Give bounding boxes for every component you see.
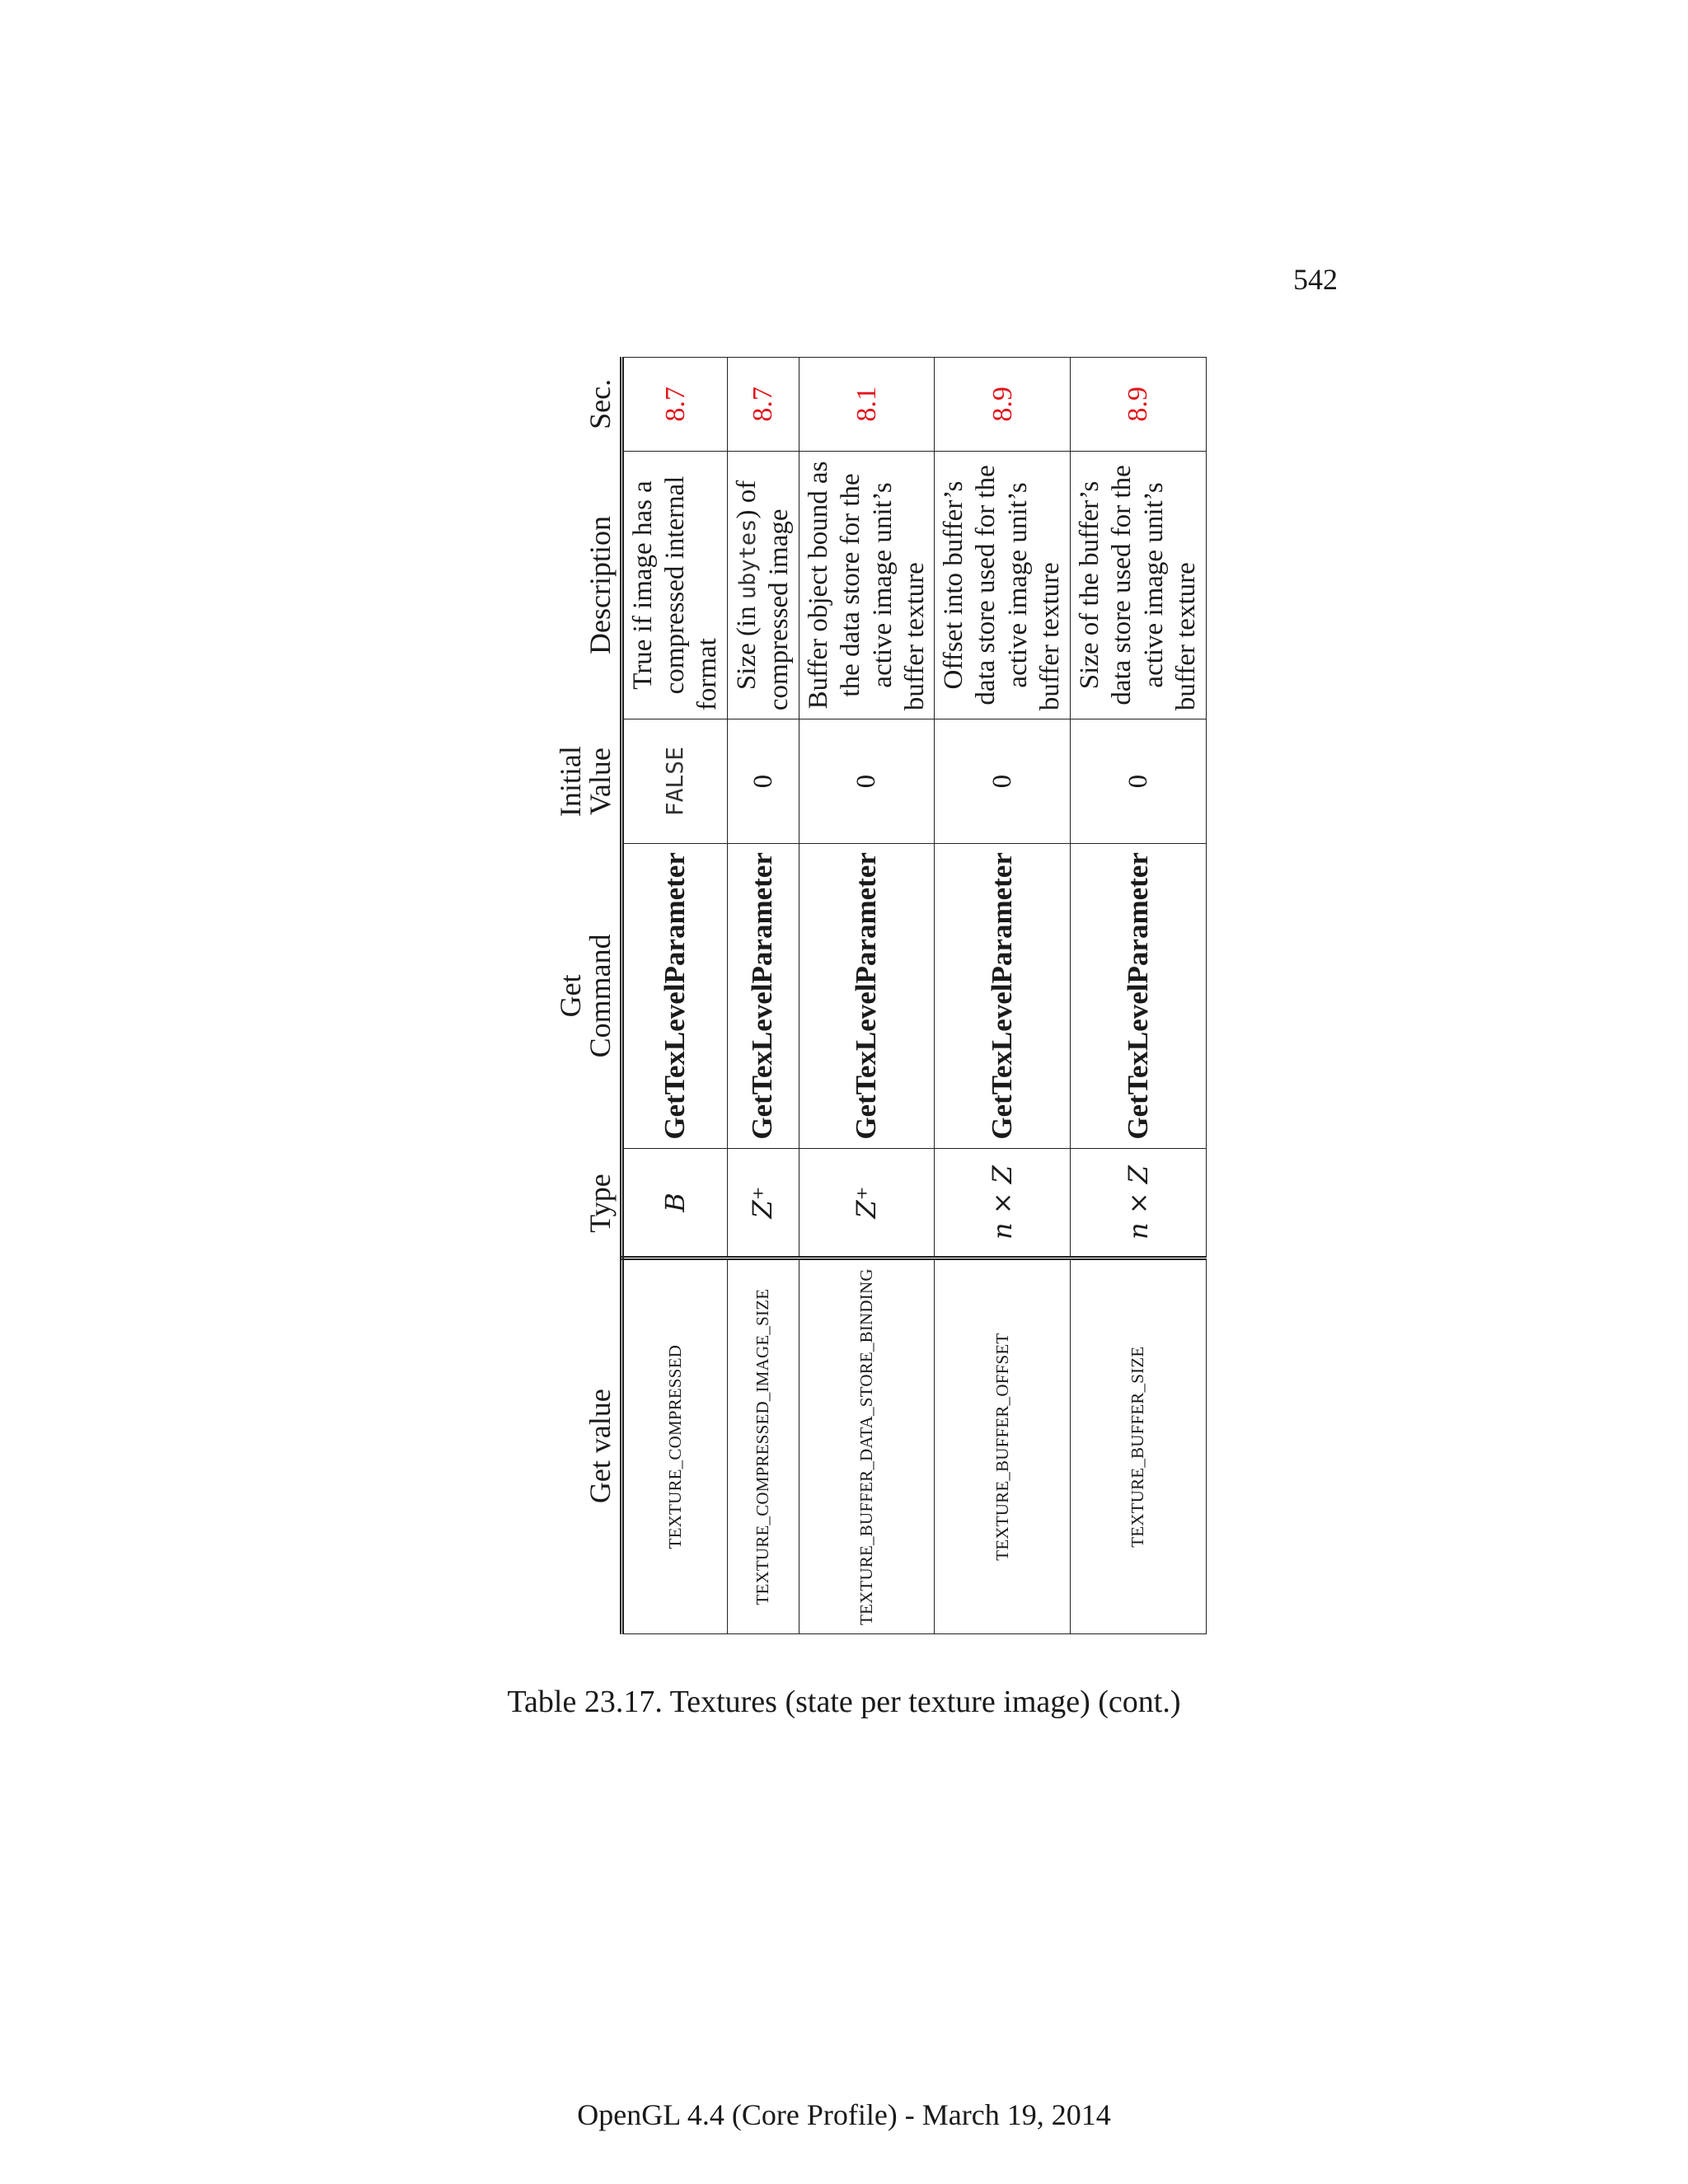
cell-initial-value: 0 xyxy=(935,719,1071,844)
table-caption: Table 23.17. Textures (state per texture image) (cont.) xyxy=(507,1685,1181,1719)
table-row xyxy=(727,358,799,1634)
header-get-command-line1: Get xyxy=(554,974,587,1018)
table-row xyxy=(799,358,935,1634)
cell-initial-value: FALSE xyxy=(622,719,728,844)
description-text-post: ) of compressed image xyxy=(731,480,794,711)
header-sec: Sec. xyxy=(584,378,617,429)
page-number: 542 xyxy=(1293,263,1338,296)
header-get-command xyxy=(556,844,622,1149)
cell-initial-value: 0 xyxy=(1071,719,1207,844)
cell-sec-link[interactable]: 8.9 xyxy=(935,358,1071,452)
cell-description: Size of the buffer’s data store used for the active image unit’s buffer texture xyxy=(1071,451,1207,719)
page-footer: OpenGL 4.4 (Core Profile) - March 19, 2014 xyxy=(577,2098,1111,2131)
cell-sec-link[interactable]: 8.7 xyxy=(622,358,728,452)
cell-type: n × Z xyxy=(935,1148,1071,1258)
cell-get-value: TEXTURE_COMPRESSED_IMAGE_SIZE xyxy=(727,1258,799,1634)
cell-initial-value: 0 xyxy=(799,719,935,844)
cell-get-value: TEXTURE_COMPRESSED xyxy=(622,1258,728,1634)
header-get-command-line2: Command xyxy=(584,934,617,1058)
cell-command: GetTexLevelParameter xyxy=(799,844,935,1149)
cell-sec-link[interactable]: 8.1 xyxy=(799,358,935,452)
cell-command: GetTexLevelParameter xyxy=(727,844,799,1149)
header-description: Description xyxy=(584,515,617,654)
header-initial-value-line2: Value xyxy=(584,748,617,816)
cell-initial-value: 0 xyxy=(727,719,799,844)
description-text-pre: Size (in xyxy=(731,599,762,691)
cell-description: True if image has a compressed internal format xyxy=(622,451,728,719)
header-initial-value xyxy=(556,719,622,844)
cell-command: GetTexLevelParameter xyxy=(935,844,1071,1149)
description-text-mono: ubytes xyxy=(734,518,761,600)
header-get-value: Get value xyxy=(584,1389,617,1504)
cell-get-value: TEXTURE_BUFFER_OFFSET xyxy=(935,1258,1071,1634)
rotated-table-container xyxy=(554,357,1201,1634)
table-header-row xyxy=(556,358,622,1634)
cell-sec-link[interactable]: 8.7 xyxy=(727,358,799,452)
cell-description xyxy=(727,451,799,719)
table-row xyxy=(1071,358,1207,1634)
cell-sec-link[interactable]: 8.9 xyxy=(1071,358,1207,452)
cell-get-value: TEXTURE_BUFFER_SIZE xyxy=(1071,1258,1207,1634)
cell-type: B xyxy=(622,1148,728,1258)
cell-command: GetTexLevelParameter xyxy=(622,844,728,1149)
table-row xyxy=(935,358,1071,1634)
cell-type: n × Z xyxy=(1071,1148,1207,1258)
state-table xyxy=(556,357,1207,1634)
header-initial-value-line1: Initial xyxy=(554,746,587,818)
cell-command: GetTexLevelParameter xyxy=(1071,844,1207,1149)
cell-type: Z⁺ xyxy=(799,1148,935,1258)
header-type: Type xyxy=(584,1174,617,1233)
cell-description: Offset into buffer’s data store used for the active image unit’s buffer texture xyxy=(935,451,1071,719)
cell-get-value: TEXTURE_BUFFER_DATA_STORE_BINDING xyxy=(799,1258,935,1634)
cell-description: Buffer object bound as the data store for the active image unit’s buffer texture xyxy=(799,451,935,719)
cell-type: Z⁺ xyxy=(727,1148,799,1258)
table-row xyxy=(622,358,728,1634)
